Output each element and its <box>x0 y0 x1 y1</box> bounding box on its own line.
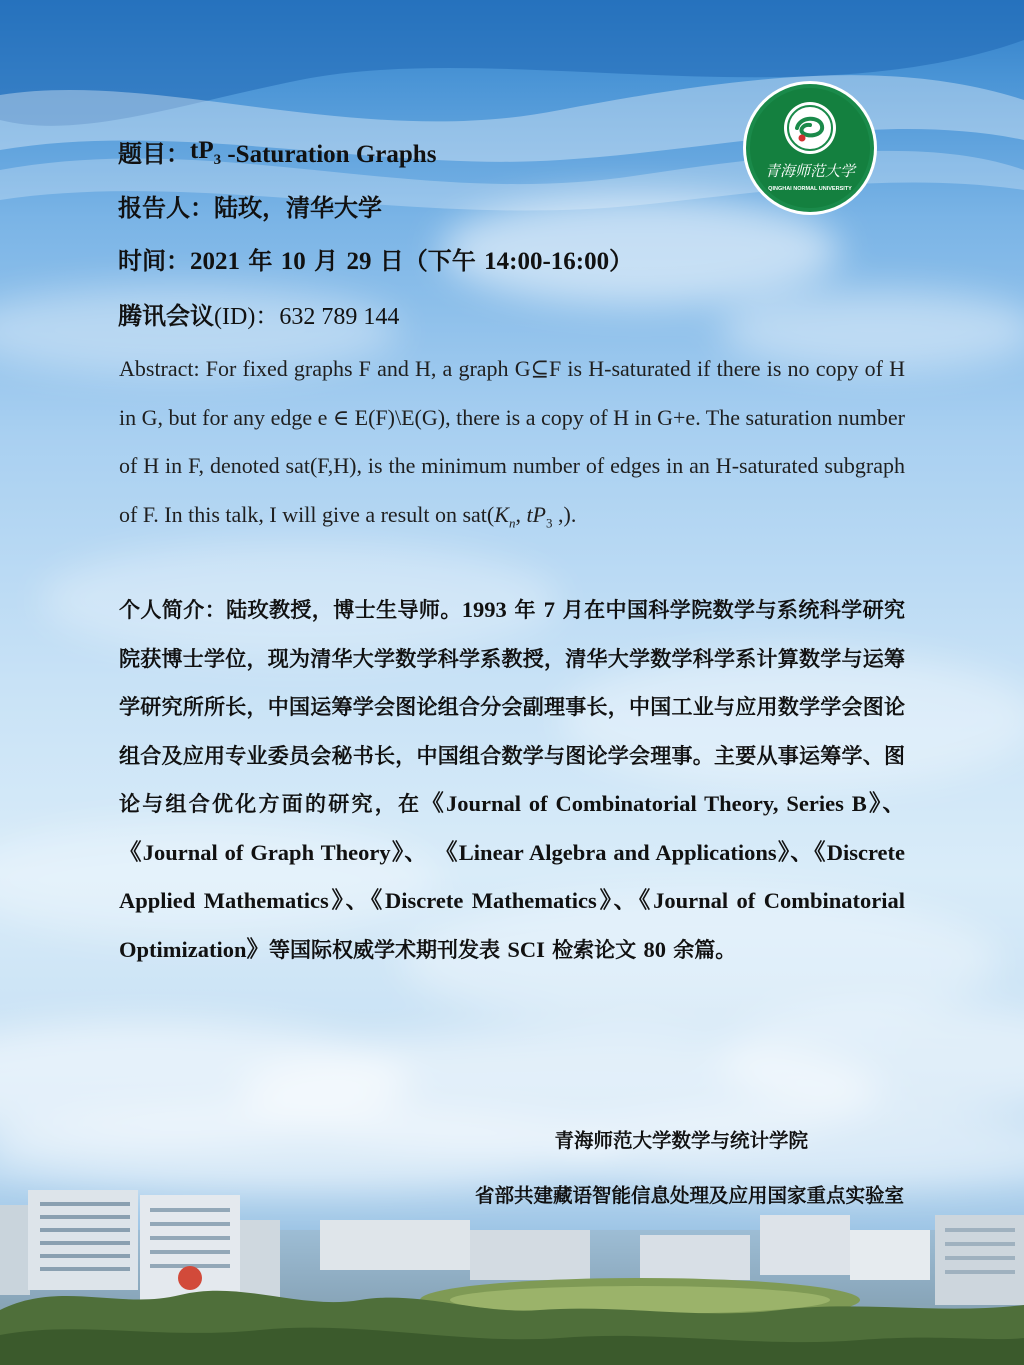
logo-english-name: QINGHAI NORMAL UNIVERSITY <box>768 186 852 192</box>
logo-chinese-name: 青海师范大学 <box>764 162 856 180</box>
talk-title <box>118 134 436 173</box>
title-text: -Saturation Graphs <box>221 141 437 168</box>
math-tp3: $tP_3$ <box>526 501 553 530</box>
title-label: 题目： <box>118 140 190 168</box>
meeting-id-label: (ID)： <box>214 304 280 330</box>
title-tp: $tP_3$ <box>190 137 222 168</box>
speaker-bio: 个人简介：陆玫教授，博士生导师。1993 年 7 月在中国科学院数学与系统科学研究院获博士学位，现为清华大学数学科学系教授，清华大学数学科学系计算数学与运筹学研究所所长，中国运筹学会图论组合分会副理事长，中国工业与应用数学学会图论组合及应用专业委员会秘书长，中国组合数学与图论学会理事。主要从事运筹学、图论与组合优化方面的研究，在《Journal of Combinatorial Theory, Series B》、《Journal of Graph Theory》、 《Linear Algebra and Applications》、《Discrete Applied Mathematics》、《Discrete Mathematics》、《Journal of Combinatorial Optimization》等国际权威学术期刊发表 SCI 检索论文 80 余篇。 <box>119 597 906 962</box>
journal-list: 《Journal of Combinatorial Theory, Series B》、《Journal of Graph Theory》、 《Linear Algebra and Applications》、《Discrete Applied Mathematics》、《Discrete Mathematics》、《Journal of Combinatorial Optimization》 <box>119 791 906 962</box>
meeting-label: 腾讯会议 <box>118 302 214 330</box>
meeting-line <box>118 296 399 331</box>
abstract-text: Abstract: For fixed graphs F and H, a graph G⊆F is H-saturated if there is no copy of H in G, but for any edge e ∈ E(F)\E(G), there is a copy of H in G+e. The saturation number of H in F, denoted sat(F,H), is the minimum number of edges in an H-saturated subgraph of F. In this talk, I will give a result on sat( <box>119 356 905 527</box>
speaker-line <box>118 188 382 223</box>
meeting-id: 632 789 144 <box>279 304 400 330</box>
math-k: $K_n$ <box>494 501 516 530</box>
time-label: 时间： <box>118 247 190 275</box>
abstract-paragraph: Abstract: For fixed graphs F and H, a graph G⊆F is H-saturated if there is no copy of H in G, but for any edge e ∈ E(F)\E(G), there is a copy of H in G+e. The saturation number of H in F, denoted sat(F,H), is the minimum number of edges in an H-saturated subgraph of F. In this talk, I will give a result on $sat(K_n$, $tP_3$ ,). <box>119 356 905 530</box>
organizer-school: 青海师范大学数学与统计学院 <box>554 1129 808 1152</box>
speaker-label: 报告人： <box>118 194 214 222</box>
speaker-value: 陆玫，清华大学 <box>214 194 382 222</box>
time-line: 时间：2021 年 10 月 29 日（下午 14:00-16:00） <box>118 247 634 275</box>
university-logo <box>742 80 878 216</box>
organizer-lab: 省部共建藏语智能信息处理及应用国家重点实验室 <box>474 1184 904 1207</box>
